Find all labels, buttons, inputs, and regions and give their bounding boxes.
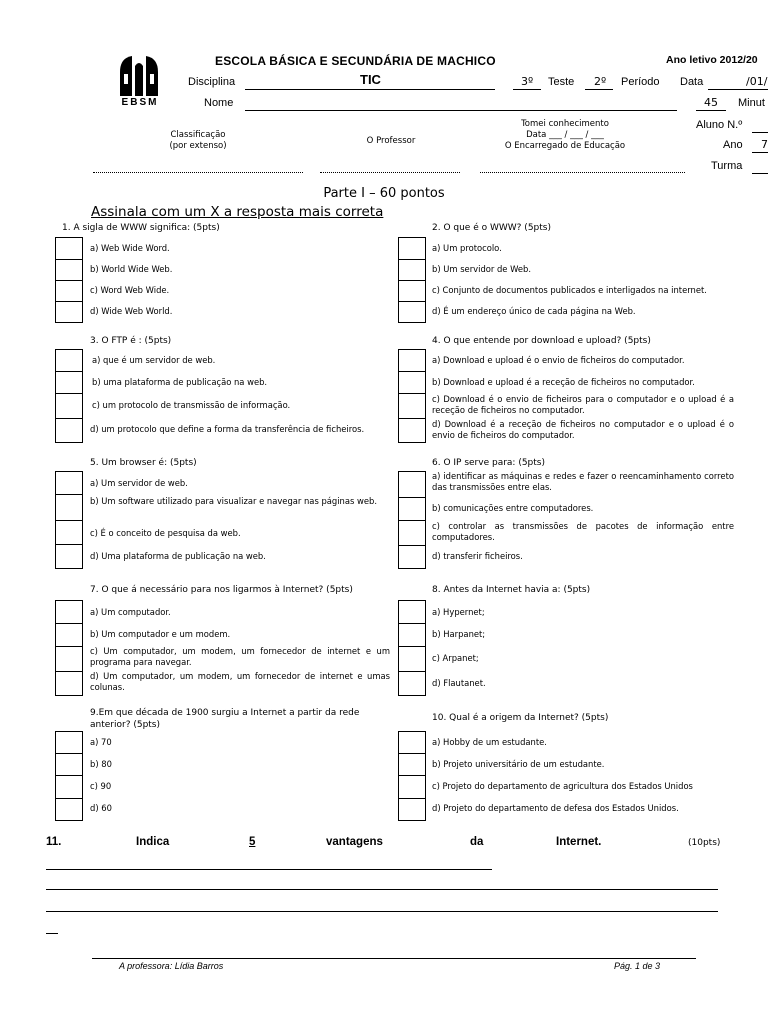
data-label: Data (680, 76, 704, 88)
professor-signature-line[interactable] (320, 171, 460, 173)
q4-answer-boxes (398, 349, 426, 443)
q1-option-c: c) Word Web Wide. (90, 285, 170, 295)
school-name: ESCOLA BÁSICA E SECUNDÁRIA DE MACHICO (215, 54, 496, 68)
nome-label: Nome (204, 97, 234, 109)
q6-option-c: c) controlar as transmissões de pacotes de informação entre computadores. (432, 521, 734, 542)
footer-rule (92, 958, 696, 960)
por-extenso-label: (por extenso) (169, 141, 227, 151)
professor-label: O Professor (366, 136, 416, 146)
q9-option-b: b) 80 (90, 759, 112, 769)
school-logo (116, 52, 162, 110)
q6-box-c[interactable] (399, 521, 425, 546)
q3-option-c: c) um protocolo de transmissão de informação. (92, 400, 291, 410)
q9-box-b[interactable] (56, 754, 82, 776)
q1-box-a[interactable] (56, 238, 82, 260)
q3-box-b[interactable] (56, 372, 82, 394)
q5-box-b[interactable] (56, 495, 82, 521)
q7-box-a[interactable] (56, 601, 82, 624)
q8-option-a: a) Hypernet; (432, 607, 485, 617)
q1-answer-boxes (55, 237, 83, 323)
q10-box-a[interactable] (399, 732, 425, 754)
q1-option-a: a) Web Wide Word. (90, 243, 170, 253)
q2-option-d: d) É um endereço único de cada página na Web. (432, 306, 636, 316)
q10-option-b: b) Projeto universitário de um estudante. (432, 759, 605, 769)
q10-box-c[interactable] (399, 776, 425, 799)
grade-field[interactable] (513, 75, 541, 90)
q2-option-b: b) Um servidor de Web. (432, 264, 532, 274)
q2-box-b[interactable] (399, 260, 425, 281)
q4-option-b: b) Download e upload é a receção de ficheiros no computador. (432, 377, 695, 387)
q6-option-a: a) identificar as máquinas e redes e fazer o reencaminhamento correto das transmissões entre elas. (432, 471, 734, 492)
turma-field[interactable] (752, 159, 768, 174)
q10-box-b[interactable] (399, 754, 425, 776)
q8-box-c[interactable] (399, 647, 425, 672)
answer-line-2[interactable] (46, 888, 718, 890)
q3-box-c[interactable] (56, 394, 82, 419)
question-8-title: 8. Antes da Internet havia a: (5pts) (432, 585, 591, 595)
tomei-label: Tomei conhecimento (521, 119, 609, 129)
answer-line-4[interactable] (46, 932, 58, 934)
q1-box-c[interactable] (56, 281, 82, 302)
disciplina-label: Disciplina (188, 76, 236, 88)
nome-field[interactable] (245, 96, 677, 111)
question-3-title: 3. O FTP é : (5pts) (90, 336, 172, 346)
q5-box-d[interactable] (56, 545, 82, 568)
minutes-label: Minut (738, 97, 765, 109)
q5-box-c[interactable] (56, 521, 82, 545)
q9-answer-boxes (55, 731, 83, 821)
date-value: /01/ (746, 75, 768, 88)
disciplina-value: TIC (360, 72, 381, 87)
footer-teacher: A professora: Lídia Barros (119, 961, 224, 971)
q11-points: (10pts) (688, 838, 721, 848)
q8-box-b[interactable] (399, 624, 425, 647)
q7-box-b[interactable] (56, 624, 82, 647)
q2-box-d[interactable] (399, 302, 425, 322)
q4-box-a[interactable] (399, 350, 425, 372)
date-field[interactable] (708, 75, 768, 90)
q7-answer-boxes (55, 600, 83, 696)
q8-answer-boxes (398, 600, 426, 696)
data-signature: Data ___ / ___ / ___ (526, 130, 604, 140)
q4-option-d: d) Download é a receção de ficheiros no computador e o upload é o envio de ficheiros do computador. (432, 419, 734, 440)
q8-option-b: b) Harpanet; (432, 629, 486, 639)
q1-option-d: d) Wide Web World. (90, 306, 173, 316)
q10-option-d: d) Projeto do departamento de defesa dos Estados Unidos. (432, 803, 679, 813)
logo-text: EBSM (121, 97, 159, 108)
ano-value: 7 (761, 138, 768, 151)
q4-box-d[interactable] (399, 419, 425, 441)
q2-box-c[interactable] (399, 281, 425, 302)
q5-option-a: a) Um servidor de web. (90, 478, 188, 488)
q3-answer-boxes (55, 349, 83, 443)
classificacao-signature-line[interactable] (93, 171, 303, 173)
q2-box-a[interactable] (399, 238, 425, 260)
q7-box-d[interactable] (56, 672, 82, 695)
question-5-title: 5. Um browser é: (5pts) (90, 458, 197, 468)
q3-box-a[interactable] (56, 350, 82, 372)
classificacao-label: Classificação (170, 130, 226, 140)
instruction: Assinala com um X a resposta mais correta (91, 204, 384, 220)
q7-option-d: d) Um computador, um modem, um fornecedor de internet e umas colunas. (90, 671, 390, 692)
q8-box-d[interactable] (399, 672, 425, 695)
q1-box-b[interactable] (56, 260, 82, 281)
q7-box-c[interactable] (56, 647, 82, 672)
question-9-title: 9.Em que década de 1900 surgiu a Internet a partir da rede anterior? (5pts) (90, 708, 360, 730)
part-title: Parte I – 60 pontos (323, 186, 445, 201)
q4-option-c: c) Download é o envio de ficheiros para o computador e o upload é a receção de ficheiros no computador. (432, 394, 734, 415)
encarregado-signature-line[interactable] (480, 171, 685, 173)
question-1-title: 1. A sigla de WWW significa: (5pts) (62, 223, 220, 233)
question-10-title: 10. Qual é a origem da Internet? (5pts) (432, 713, 609, 723)
q2-option-a: a) Um protocolo. (432, 243, 502, 253)
disciplina-field[interactable] (245, 72, 495, 90)
question-7-title: 7. O que á necessário para nos ligarmos à Internet? (5pts) (90, 585, 353, 595)
question-6-title: 6. O IP serve para: (5pts) (432, 458, 546, 468)
teste-field[interactable] (585, 75, 613, 90)
q9-option-c: c) 90 (90, 781, 112, 791)
q3-option-a: a) que é um servidor de web. (92, 355, 216, 365)
q3-box-d[interactable] (56, 419, 82, 441)
q5-option-d: d) Uma plataforma de publicação na web. (90, 551, 266, 561)
q6-option-d: d) transferir ficheiros. (432, 551, 523, 561)
encarregado-label: O Encarregado de Educação (504, 141, 626, 151)
q4-option-a: a) Download e upload é o envio de ficheiros do computador. (432, 355, 685, 365)
q11-word-indica: Indica (136, 836, 170, 848)
q9-box-c[interactable] (56, 776, 82, 799)
q6-box-a[interactable] (399, 472, 425, 498)
ano-field[interactable] (752, 138, 768, 153)
q5-answer-boxes (55, 471, 83, 569)
turma-label: Turma (711, 160, 743, 172)
teste-value: 2º (594, 75, 607, 88)
q10-box-d[interactable] (399, 799, 425, 820)
q9-box-a[interactable] (56, 732, 82, 754)
q6-box-b[interactable] (399, 498, 425, 521)
q7-option-b: b) Um computador e um modem. (90, 629, 231, 639)
ano-label: Ano (723, 139, 743, 151)
q4-box-c[interactable] (399, 394, 425, 419)
q11-word-internet: Internet. (556, 836, 602, 848)
q6-option-b: b) comunicações entre computadores. (432, 503, 594, 513)
aluno-label: Aluno N.º (696, 119, 743, 131)
q1-box-d[interactable] (56, 302, 82, 322)
grade-value: 3º (521, 75, 534, 88)
school-year: Ano letivo 2012/20 (666, 54, 758, 66)
footer-page: Pág. 1 de 3 (614, 961, 661, 971)
q6-box-d[interactable] (399, 546, 425, 568)
q1-option-b: b) World Wide Web. (90, 264, 173, 274)
q9-option-d: d) 60 (90, 803, 112, 813)
q10-answer-boxes (398, 731, 426, 821)
q5-box-a[interactable] (56, 472, 82, 495)
q11-word-vantagens: vantagens (326, 836, 383, 848)
q8-option-c: c) Arpanet; (432, 653, 479, 663)
q2-answer-boxes (398, 237, 426, 323)
q6-answer-boxes (398, 471, 426, 569)
q7-option-c: c) Um computador, um modem, um fornecedor de internet e um programa para navegar. (90, 646, 390, 667)
teste-label: Teste (548, 76, 575, 88)
question-2-title: 2. O que é o WWW? (5pts) (432, 223, 551, 233)
q3-option-d: d) um protocolo que define a forma da transferência de ficheiros. (90, 424, 365, 434)
aluno-field[interactable] (752, 118, 768, 133)
q3-option-b: b) uma plataforma de publicação na web. (92, 377, 268, 387)
duration-value: 45 (704, 96, 718, 109)
q8-box-a[interactable] (399, 601, 425, 624)
q10-option-c: c) Projeto do departamento de agricultura dos Estados Unidos (432, 781, 693, 791)
q4-box-b[interactable] (399, 372, 425, 394)
periodo-label: Período (621, 76, 660, 88)
q11-word-da: da (470, 836, 484, 848)
q2-option-c: c) Conjunto de documentos publicados e interligados na internet. (432, 285, 707, 295)
answer-line-1[interactable] (46, 868, 492, 870)
q5-option-c: c) É o conceito de pesquisa da web. (90, 528, 241, 538)
q9-box-d[interactable] (56, 799, 82, 820)
q8-option-d: d) Flautanet. (432, 678, 486, 688)
q10-option-a: a) Hobby de um estudante. (432, 737, 547, 747)
q11-number: 11. (46, 836, 62, 848)
answer-line-3[interactable] (46, 910, 718, 912)
q7-option-a: a) Um computador. (90, 607, 171, 617)
q5-option-b: b) Um software utilizado para visualizar e navegar nas páginas web. (90, 496, 378, 506)
q11-count: 5 (249, 836, 256, 848)
duration-field[interactable] (696, 96, 726, 111)
q9-option-a: a) 70 (90, 737, 112, 747)
question-4-title: 4. O que entende por download e upload? (5pts) (432, 336, 651, 346)
